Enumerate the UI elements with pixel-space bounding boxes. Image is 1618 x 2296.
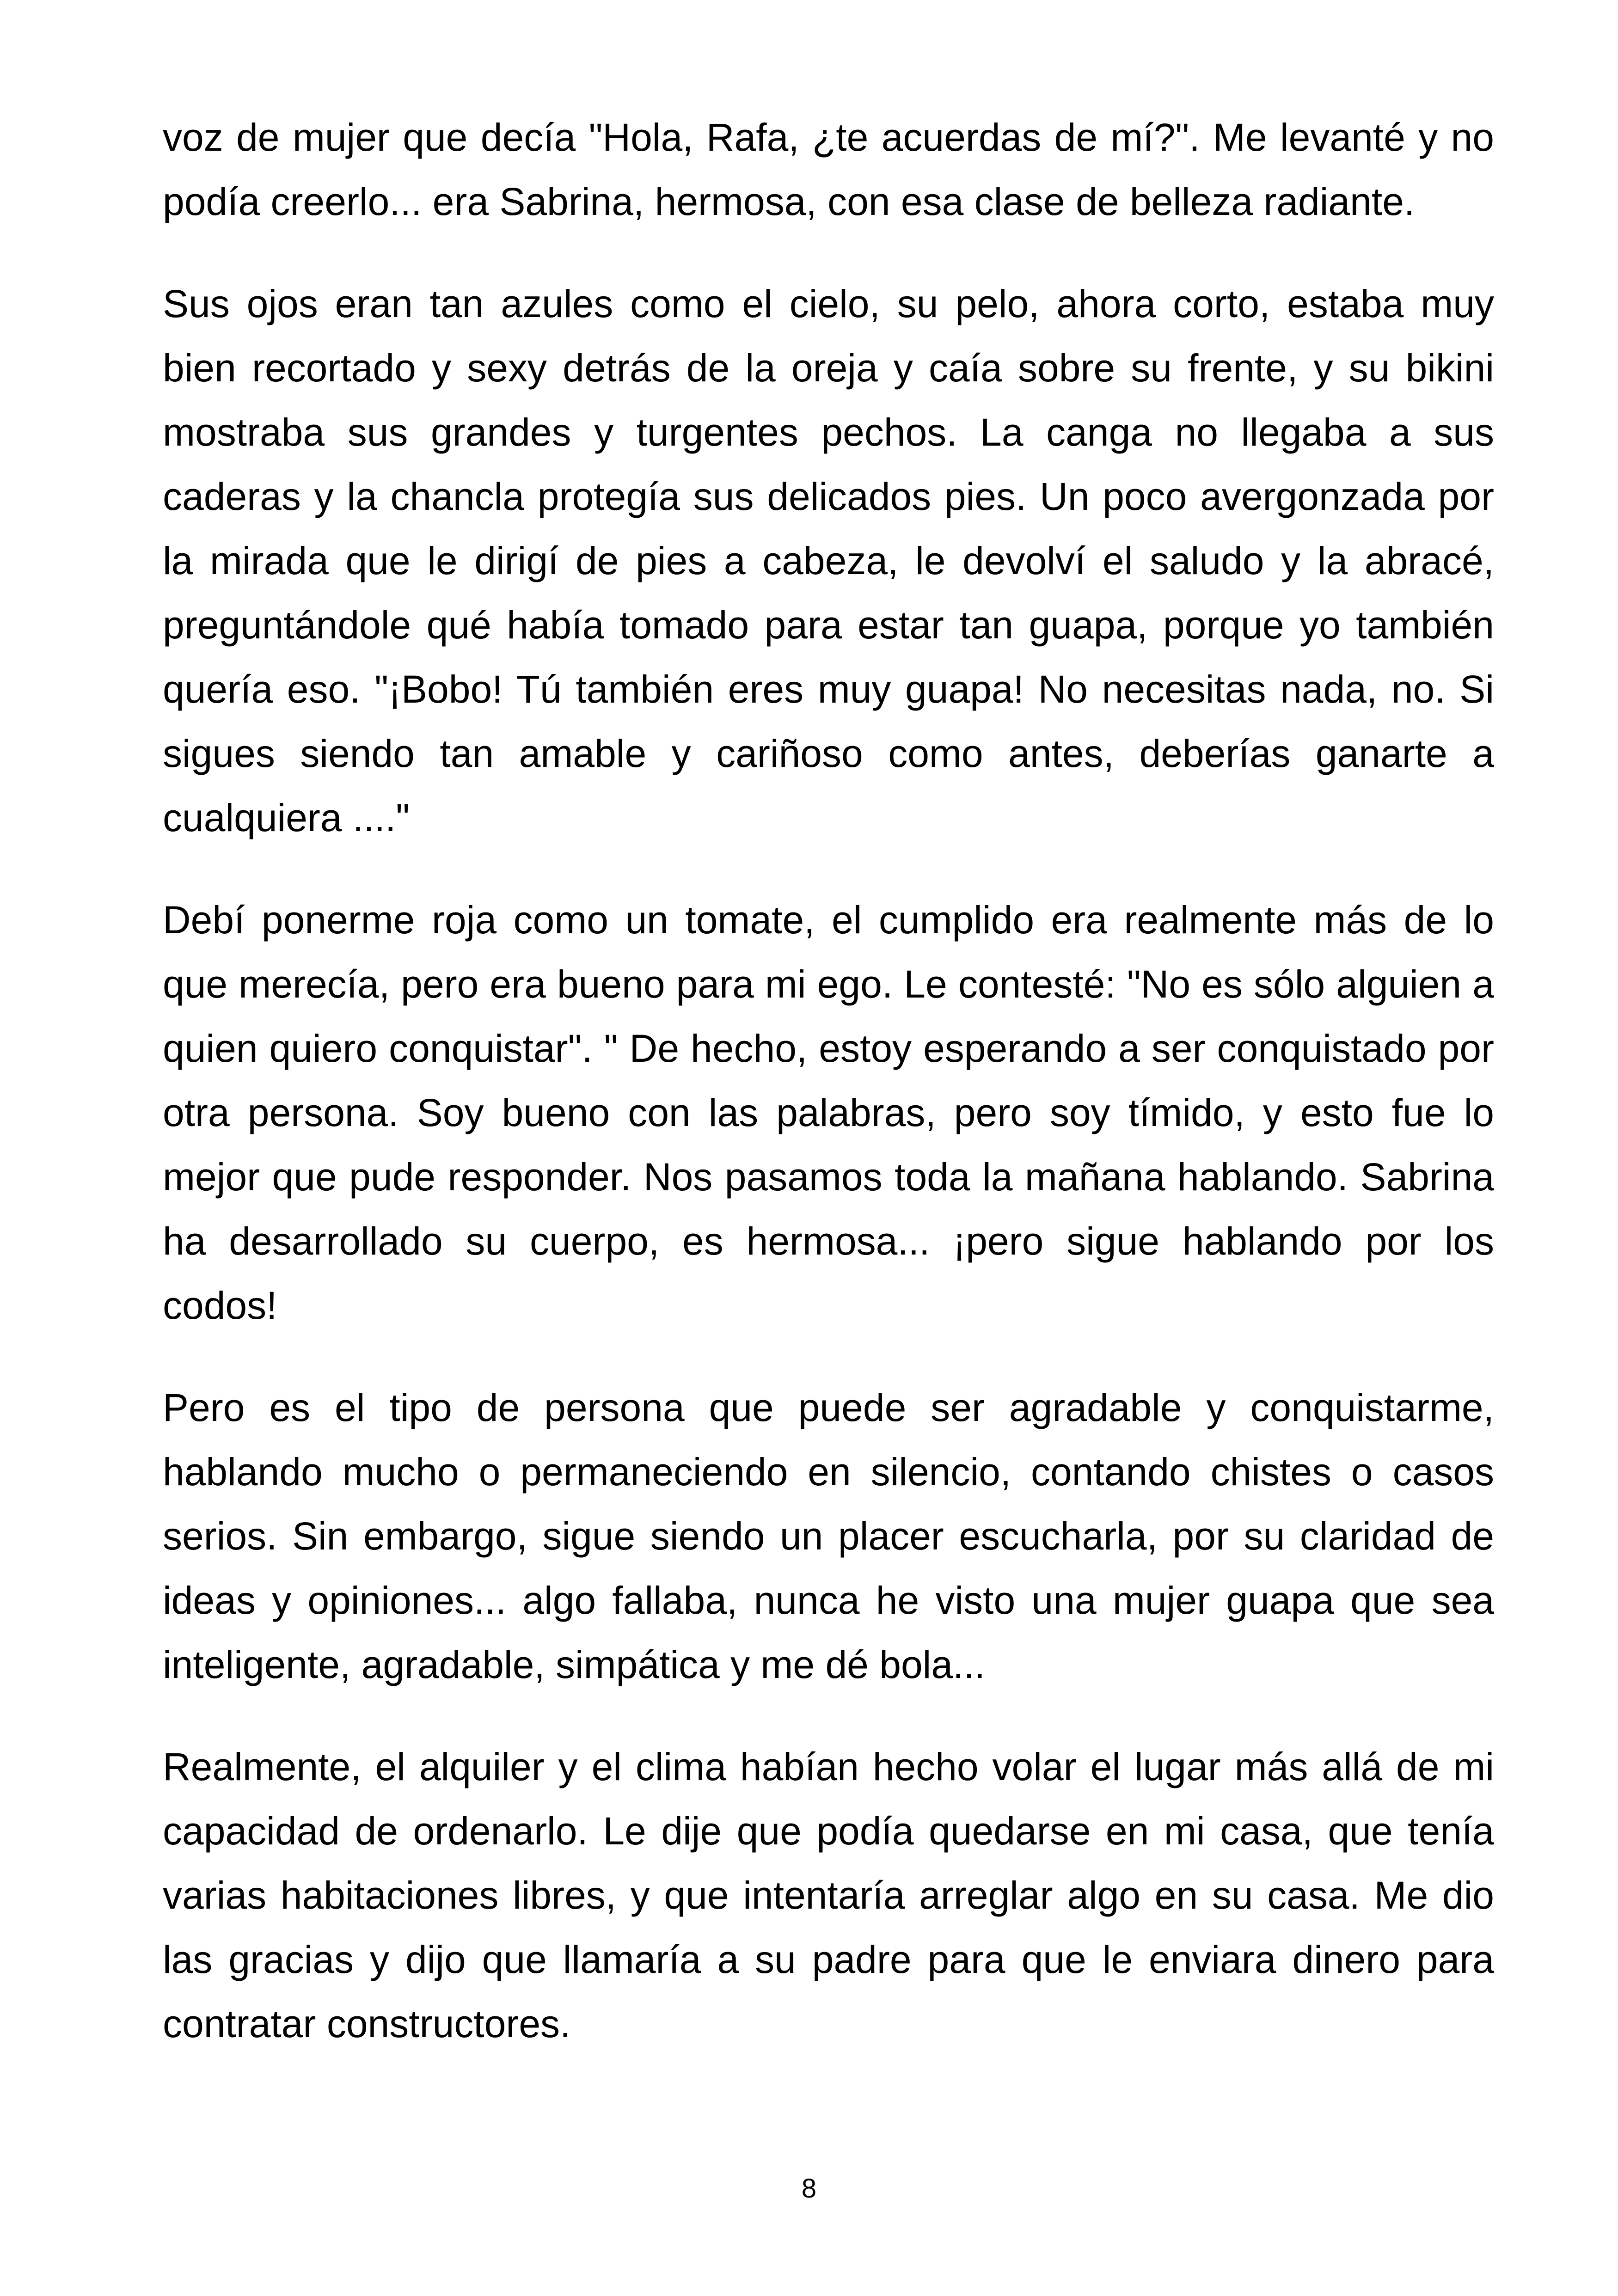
body-text	[163, 105, 1494, 2056]
paragraph-4: Pero es el tipo de persona que puede ser agradable y conquistarme, hablando mucho o permaneciendo en silencio, contando chistes o casos serios. Sin embargo, sigue siendo un placer escucharla, por su claridad de ideas y opiniones... algo fallaba, nunca he visto una mujer guapa que sea inteligente, agradable, simpática y me dé bola...	[163, 1386, 1494, 1686]
paragraph-2: Sus ojos eran tan azules como el cielo, su pelo, ahora corto, estaba muy bien recortado y sexy detrás de la oreja y caía sobre su frente, y su bikini mostraba sus grandes y turgentes pechos. La canga no llegaba a sus caderas y la chancla protegía sus delicados pies. Un poco avergonzada por la mirada que le dirigí de pies a cabeza, le devolví el saludo y la abracé, preguntándole qué había tomado para estar tan guapa, porque yo también quería eso. "¡Bobo! Tú también eres muy guapa! No necesitas nada, no. Si sigues siendo tan amable y cariñoso como antes, deberías ganarte a cualquiera ...."	[163, 282, 1494, 839]
paragraph-3: Debí ponerme roja como un tomate, el cumplido era realmente más de lo que merecía, pero era bueno para mi ego. Le contesté: "No es sólo alguien a quien quiero conquistar". " De hecho, estoy esperando a ser conquistado por otra persona. Soy bueno con las palabras, pero soy tímido, y esto fue lo mejor que pude responder. Nos pasamos toda la mañana hablando. Sabrina ha desarrollado su cuerpo, es hermosa... ¡pero sigue hablando por los codos!	[163, 898, 1494, 1327]
page-number: 8	[801, 2174, 817, 2204]
paragraph-5: Realmente, el alquiler y el clima habían hecho volar el lugar más allá de mi capacidad de ordenarlo. Le dije que podía quedarse en mi casa, que tenía varias habitaciones libres, y que intentaría arreglar algo en su casa. Me dio las gracias y dijo que llamaría a su padre para que le enviara dinero para contratar constructores.	[163, 1745, 1494, 2045]
paragraph-1: voz de mujer que decía "Hola, Rafa, ¿te acuerdas de mí?". Me levanté y no podía creerlo... era Sabrina, hermosa, con esa clase de belleza radiante.	[163, 116, 1494, 223]
